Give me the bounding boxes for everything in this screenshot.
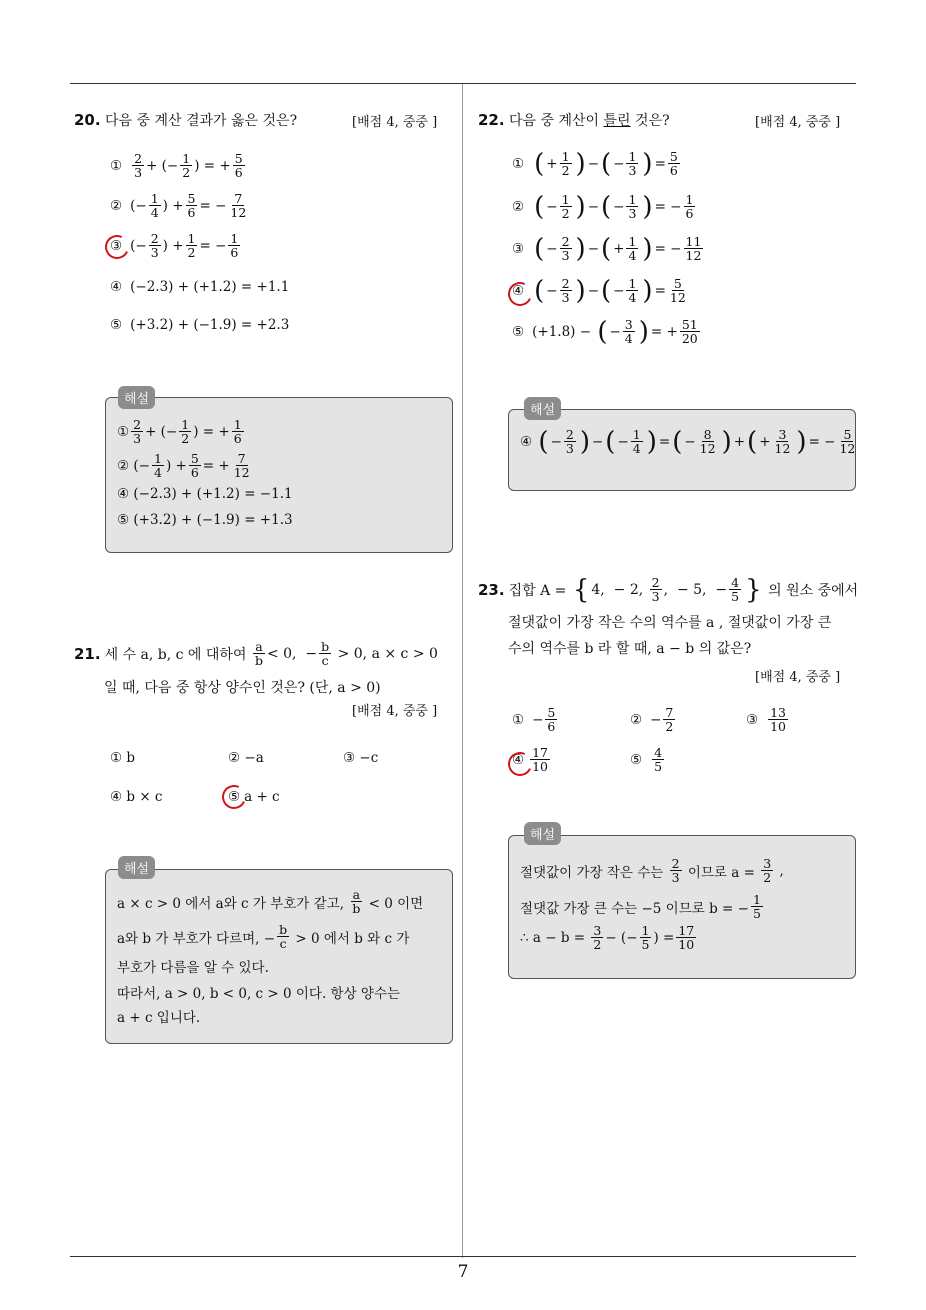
top-rule [70,83,856,84]
q21-sol-line-1: a × c > 0 에서 a와 c 가 부호가 같고, $\frac{a}{b}$ < 0 이면 [117,887,424,917]
q23-option-3[interactable]: ③ $\frac{13}{10}$ [746,705,787,735]
q23-option-4[interactable]: ④ $\frac{17}{10}$ [512,745,549,775]
q21-option-5[interactable]: ⑤ a + c [228,789,280,805]
q22-sol-line-1: ④ ( − $\frac{2}{3}$ ) − ( − $\frac{1}{4}$ ) = ( − $\frac{8}{12}$ ) + ( + $\frac{3}{12}$ ) = − $\frac{5}{12}$ [520,426,856,457]
q20-option-3[interactable]: ③ (− $\frac{2}{3}$ ) + $\frac{1}{2}$ = − $\frac{1}{6}$ [110,231,239,261]
q23-sol-line-2: 절댓값 가장 큰 수는 −5 이므로 b = − $\frac{1}{5}$ [520,892,761,922]
q22-option-1[interactable]: ① ( + $\frac{1}{2}$ ) − ( − $\frac{1}{3}$ ) = $\frac{5}{6}$ [512,148,678,179]
q20-sol-line-4: ④ (−2.3) + (+1.2) = −1.1 [117,486,293,502]
q22-option-3[interactable]: ③ ( − $\frac{2}{3}$ ) − ( + $\frac{1}{4}$ ) = − $\frac{11}{12}$ [512,233,702,264]
q23-line-3: 수의 역수를 b 라 할 때, a − b 의 값은? [508,641,752,657]
q20-sol-line-1: ① $\frac{2}{3}$ + (− $\frac{1}{2}$ ) = + $\frac{1}{6}$ [117,417,242,447]
q22-solution-tag: 해설 [524,397,561,420]
bottom-rule [70,1256,856,1257]
q23-header: 23. 집합 A = { 4, − 2, $\frac{2}{3}$ , − 5, − $\frac{4}{5}$ } 의 원소 중에서 [478,574,859,605]
q23-number: 23. [478,580,505,599]
q23-option-5[interactable]: ⑤ $\frac{4}{5}$ [630,745,663,775]
q20-header [74,110,297,130]
q23-points: [배점 4, 중중 ] [755,670,841,685]
q21-header: 21. 세 수 a, b, c 에 대하여 $\frac{a}{b}$ < 0, − $\frac{b}{c}$ > 0, a × c > 0 [74,639,438,669]
q20-points: [배점 4, 중중 ] [352,115,438,130]
q21-option-3[interactable]: ③ −c [343,750,379,766]
q23-option-1[interactable]: ① − $\frac{5}{6}$ [512,705,556,735]
q20-option-5[interactable]: ⑤ (+3.2) + (−1.9) = +2.3 [110,317,290,333]
q22-number: 22. [478,111,505,129]
q21-points: [배점 4, 중중 ] [352,704,438,719]
q20-number: 20. [74,111,101,129]
q22-header: 22. 다음 중 계산이 틀린 것은? [478,111,670,129]
q22-option-5[interactable]: ⑤ (+1.8) − ( − $\frac{3}{4}$ ) = + $\frac{51}{20}$ [512,316,698,347]
q20-solution-tag: 해설 [118,386,155,409]
q21-solution-tag: 해설 [118,856,155,879]
q21-sol-line-3: 부호가 다름을 알 수 있다. [117,960,269,976]
q22-option-4[interactable]: ④ ( − $\frac{2}{3}$ ) − ( − $\frac{1}{4}$ ) = $\frac{5}{12}$ [512,275,686,306]
q21-option-1[interactable]: ① b [110,750,136,766]
q23-option-2[interactable]: ② − $\frac{7}{2}$ [630,705,674,735]
q21-option-4[interactable]: ④ b × c [110,789,163,805]
q20-option-2[interactable]: ② (− $\frac{1}{4}$ ) + $\frac{5}{6}$ = − $\frac{7}{12}$ [110,191,247,221]
q22-underlined-word: 틀린 [603,113,631,129]
q20-text: 다음 중 계산 결과가 옳은 것은? [105,113,298,129]
q23-line-2: 절댓값이 가장 작은 수의 역수를 a , 절댓값이 가장 큰 [508,615,832,631]
q23-sol-line-3: ∴ a − b = $\frac{3}{2}$ − (− $\frac{1}{5}$ ) = $\frac{17}{10}$ [520,923,695,953]
q20-option-1[interactable]: ① $\frac{2}{3}$ + (− $\frac{1}{2}$ ) = + $\frac{5}{6}$ [110,151,243,181]
q21-option-2[interactable]: ② −a [228,750,264,766]
q20-sol-line-5: ⑤ (+3.2) + (−1.9) = +1.3 [117,512,293,528]
q20-option-4[interactable]: ④ (−2.3) + (+1.2) = +1.1 [110,279,290,295]
q21-number: 21. [74,644,101,663]
q23-sol-line-1: 절댓값이 가장 작은 수는 $\frac{2}{3}$ 이므로 a = $\frac{3}{2}$ , [520,856,784,886]
q20-sol-line-2: ② (− $\frac{1}{4}$ ) + $\frac{5}{6}$ = + $\frac{7}{12}$ [117,451,250,481]
q21-sol-line-5: a + c 입니다. [117,1010,201,1026]
q22-points: [배점 4, 중중 ] [755,115,841,130]
q21-sol-line-4: 따라서, a > 0, b < 0, c > 0 이다. 항상 양수는 [117,986,401,1002]
column-divider [462,84,463,1258]
q21-answer-circle [219,782,250,813]
q23-solution-tag: 해설 [524,822,561,845]
page-number: 7 [457,1262,469,1282]
q21-line-2: 일 때, 다음 중 항상 양수인 것은? (단, a > 0) [104,680,381,696]
q21-sol-line-2: a와 b 가 부호가 다르며, − $\frac{b}{c}$ > 0 에서 b 와 c 가 [117,922,410,952]
q22-option-2[interactable]: ② ( − $\frac{1}{2}$ ) − ( − $\frac{1}{3}$ ) = − $\frac{1}{6}$ [512,191,694,222]
